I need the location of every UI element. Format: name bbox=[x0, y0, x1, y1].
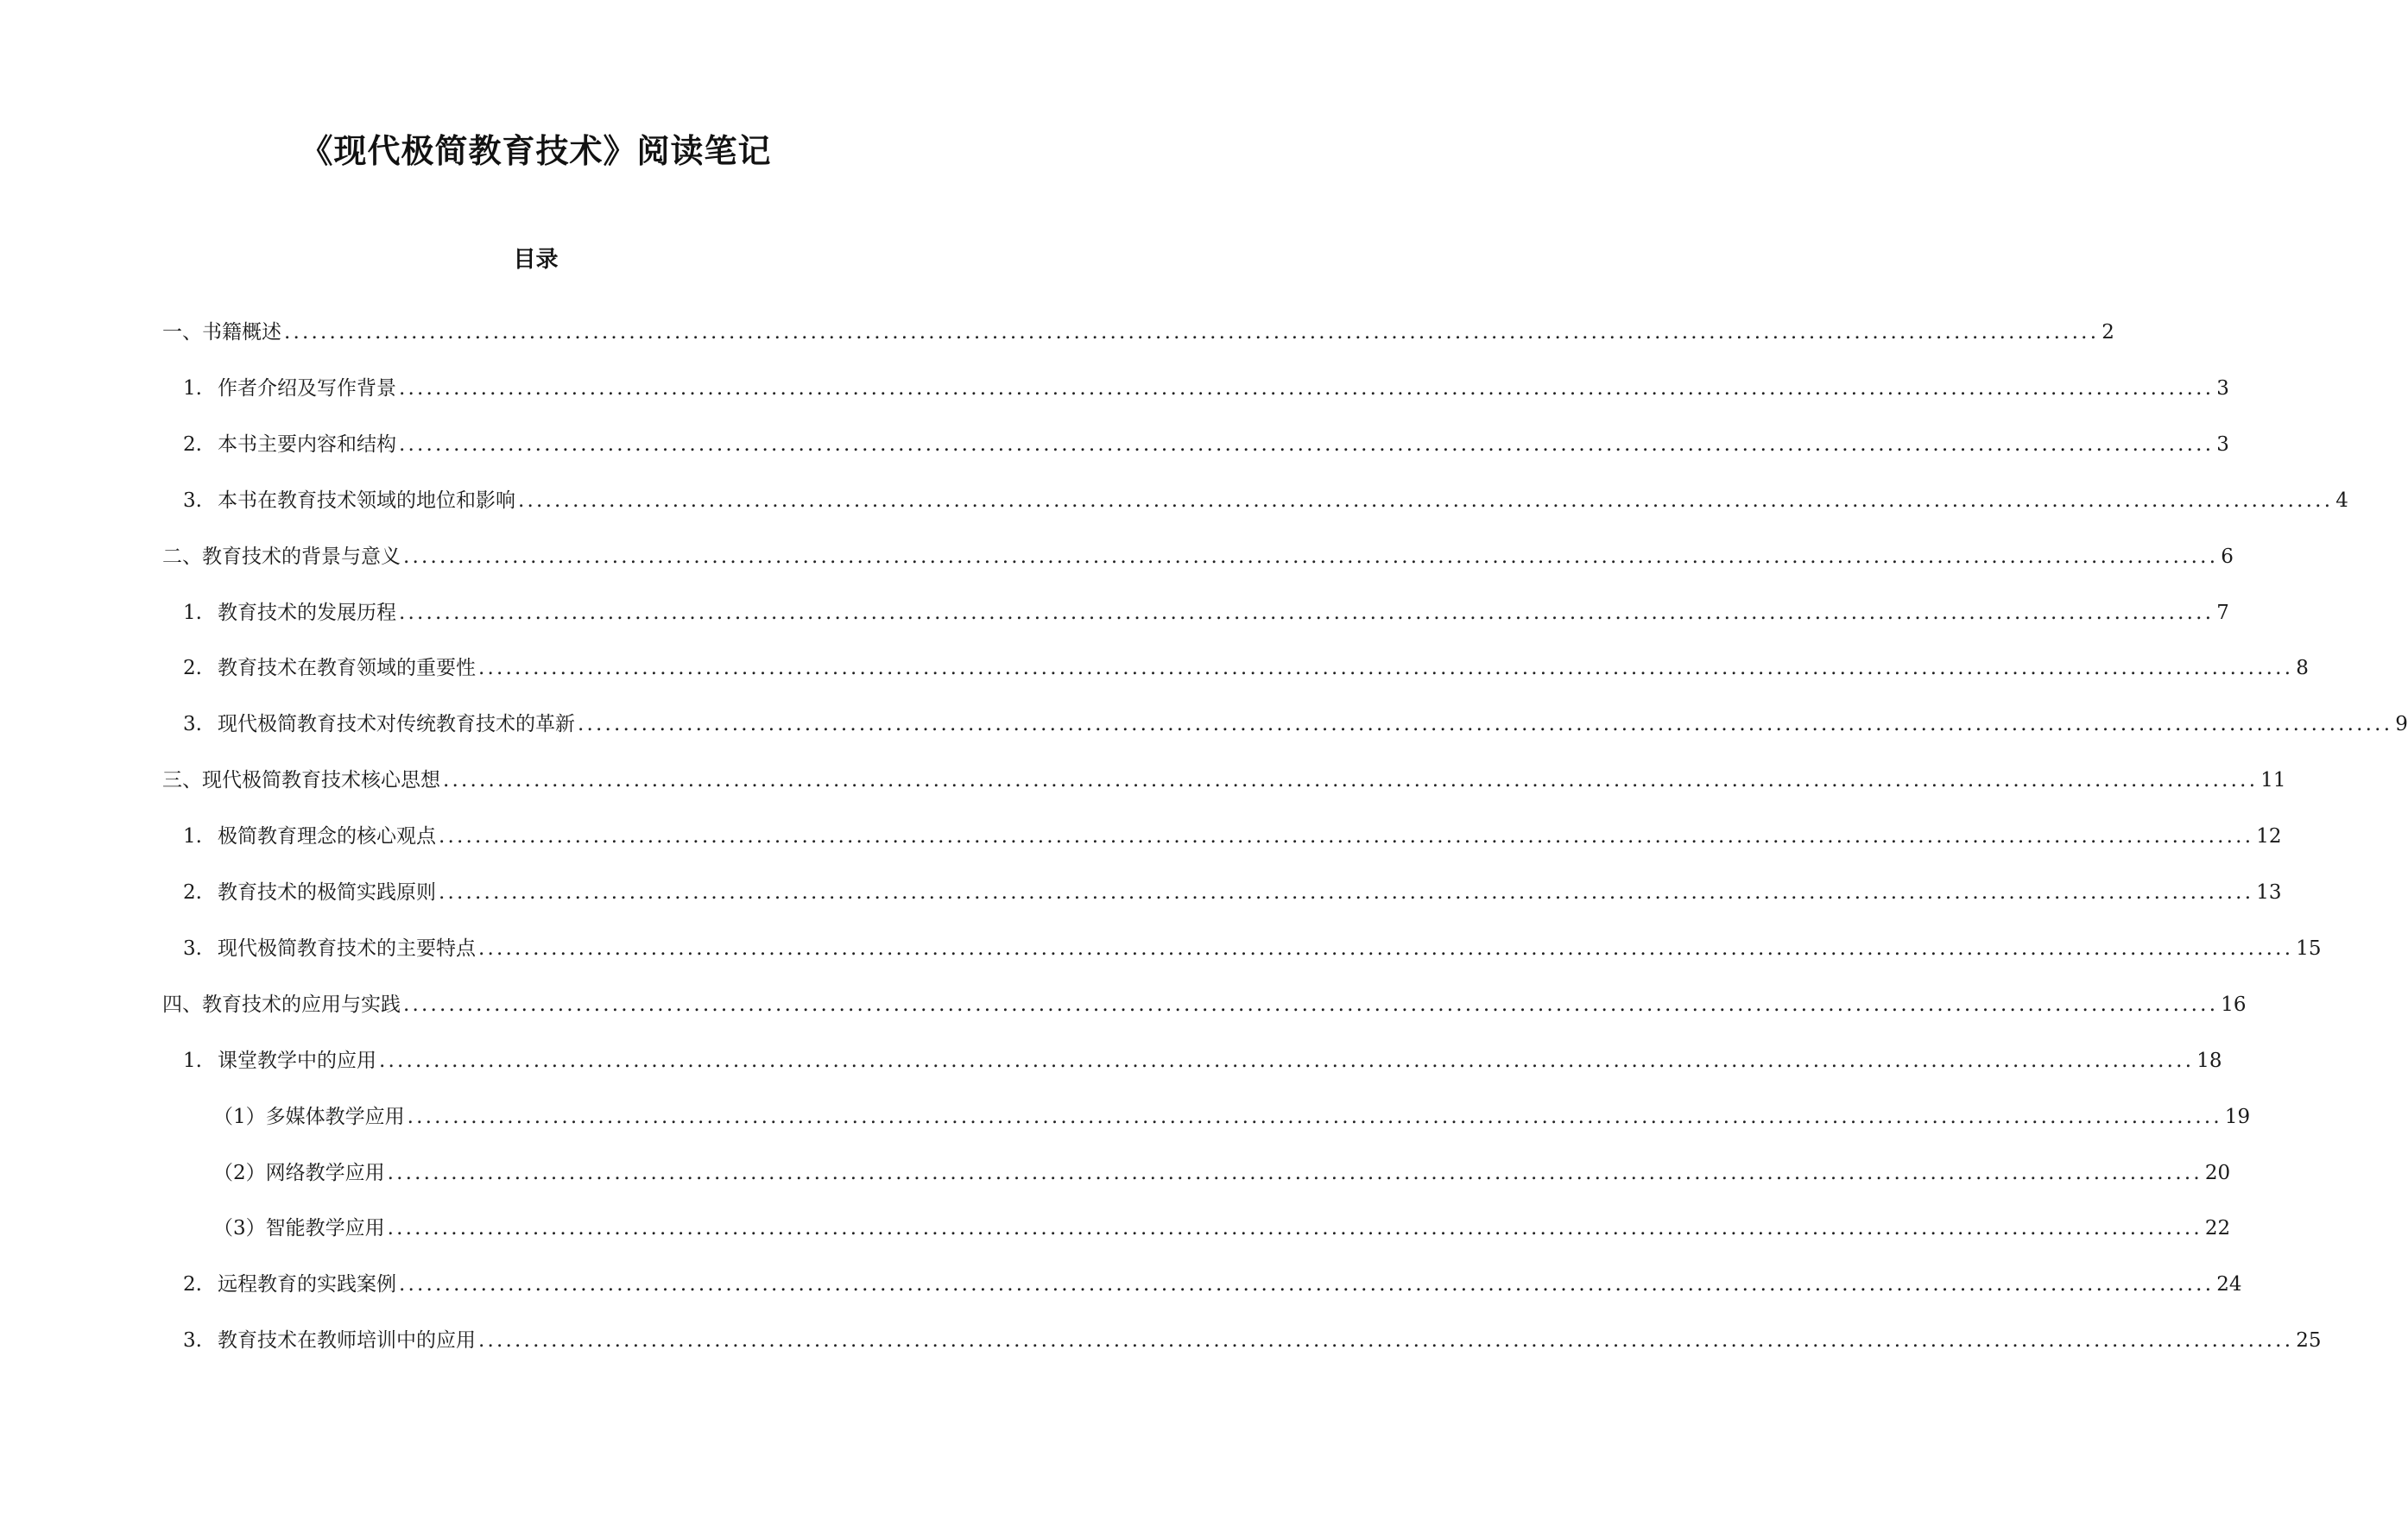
toc-dot-leader: ........................................................................................................................................................................................................ bbox=[284, 321, 2100, 344]
toc-entry[interactable] bbox=[183, 707, 2408, 741]
toc-entry-number: 1. bbox=[183, 825, 202, 848]
toc-page-number: 19 bbox=[2224, 1105, 2251, 1128]
toc-entry[interactable] bbox=[213, 1211, 2231, 1246]
toc-dot-leader: ........................................................................................................................................................................................................ bbox=[578, 713, 2393, 736]
toc-entry[interactable] bbox=[162, 315, 2114, 350]
toc-dot-leader: ........................................................................................................................................................................................................ bbox=[387, 1217, 2203, 1240]
toc-entry-title: 远程教育的实践案例 bbox=[218, 1273, 396, 1296]
toc-dot-leader: ........................................................................................................................................................................................................ bbox=[518, 489, 2334, 512]
toc-entry-number: 1. bbox=[183, 601, 202, 624]
toc-entry-title: 教育技术在教师培训中的应用 bbox=[218, 1329, 476, 1353]
toc-page-number: 18 bbox=[2196, 1049, 2222, 1072]
toc-page-number: 13 bbox=[2256, 881, 2282, 904]
toc-dot-leader: ........................................................................................................................................................................................................ bbox=[399, 1273, 2215, 1296]
toc-page-number: 24 bbox=[2216, 1273, 2242, 1296]
toc-page-number: 20 bbox=[2204, 1161, 2231, 1184]
toc-page-number: 6 bbox=[2221, 545, 2234, 568]
toc-entry-title: 本书主要内容和结构 bbox=[218, 432, 396, 456]
toc-page-number: 15 bbox=[2296, 937, 2322, 960]
toc-entry-number: 3. bbox=[183, 489, 202, 512]
toc-entry[interactable] bbox=[183, 427, 2229, 462]
toc-entry[interactable] bbox=[213, 1100, 2251, 1134]
toc-dot-leader: ........................................................................................................................................................................................................ bbox=[478, 937, 2294, 960]
toc-entry-title: 作者介绍及写作背景 bbox=[218, 376, 396, 400]
toc-entry[interactable] bbox=[183, 371, 2229, 406]
toc-entry-number: 1. bbox=[183, 376, 202, 400]
toc-dot-leader: ........................................................................................................................................................................................................ bbox=[387, 1161, 2203, 1184]
toc-entry[interactable] bbox=[213, 1156, 2231, 1190]
toc-dot-leader: ........................................................................................................................................................................................................ bbox=[403, 545, 2219, 568]
toc-entry-number: 2. bbox=[183, 1273, 202, 1296]
toc-page-number: 25 bbox=[2296, 1329, 2322, 1353]
toc-entry-number: 3. bbox=[183, 937, 202, 960]
toc-entry-title: （2）网络教学应用 bbox=[213, 1161, 385, 1184]
toc-page-number: 3 bbox=[2216, 376, 2229, 400]
toc-dot-leader: ........................................................................................................................................................................................................ bbox=[407, 1105, 2222, 1128]
toc-page-number: 7 bbox=[2216, 601, 2229, 624]
toc-entry-title: 教育技术的发展历程 bbox=[218, 601, 396, 624]
toc-dot-leader: ........................................................................................................................................................................................................ bbox=[478, 1329, 2294, 1353]
toc-dot-leader: ........................................................................................................................................................................................................ bbox=[403, 993, 2219, 1016]
toc-entry[interactable] bbox=[183, 651, 2309, 685]
toc-entry-title: 现代极简教育技术对传统教育技术的革新 bbox=[218, 713, 575, 736]
toc-heading: 目录 bbox=[513, 247, 559, 273]
toc-dot-leader: ........................................................................................................................................................................................................ bbox=[399, 432, 2215, 456]
toc-dot-leader: ........................................................................................................................................................................................................ bbox=[399, 376, 2215, 400]
toc-entry-title: 极简教育理念的核心观点 bbox=[218, 825, 436, 848]
toc-entry-number: 3. bbox=[183, 713, 202, 736]
toc-entry[interactable] bbox=[162, 539, 2234, 574]
toc-dot-leader: ........................................................................................................................................................................................................ bbox=[439, 881, 2254, 904]
toc-dot-leader: ........................................................................................................................................................................................................ bbox=[399, 601, 2215, 624]
toc-entry-title: （1）多媒体教学应用 bbox=[213, 1105, 405, 1128]
toc-page-number: 9 bbox=[2395, 713, 2408, 736]
toc-dot-leader: ........................................................................................................................................................................................................ bbox=[379, 1049, 2195, 1072]
toc-page-number: 8 bbox=[2296, 657, 2309, 680]
toc-entry-number: 3. bbox=[183, 1329, 202, 1353]
toc-entry-title: 现代极简教育技术的主要特点 bbox=[218, 937, 476, 960]
toc-entry[interactable] bbox=[183, 1323, 2322, 1358]
toc-entry[interactable] bbox=[183, 819, 2282, 854]
toc-entry[interactable] bbox=[183, 596, 2229, 630]
toc-entry-number: 2. bbox=[183, 657, 202, 680]
toc-entry-title: 教育技术的极简实践原则 bbox=[218, 881, 436, 904]
toc-entry-title: 教育技术在教育领域的重要性 bbox=[218, 657, 476, 680]
toc-entry-number: 2. bbox=[183, 432, 202, 456]
toc-page-number: 11 bbox=[2260, 769, 2286, 792]
toc-entry[interactable] bbox=[183, 1044, 2222, 1078]
toc-entry[interactable] bbox=[183, 1267, 2242, 1302]
toc-page-number: 3 bbox=[2216, 432, 2229, 456]
toc-dot-leader: ........................................................................................................................................................................................................ bbox=[439, 825, 2254, 848]
toc-entry-title: 二、教育技术的背景与意义 bbox=[162, 545, 401, 568]
toc-entry[interactable] bbox=[162, 763, 2286, 798]
toc-page-number: 2 bbox=[2101, 321, 2114, 344]
toc-dot-leader: ........................................................................................................................................................................................................ bbox=[443, 769, 2259, 792]
toc-entry[interactable] bbox=[183, 483, 2348, 518]
toc-entry-title: 三、现代极简教育技术核心思想 bbox=[162, 769, 440, 792]
toc-entry-title: 课堂教学中的应用 bbox=[218, 1049, 376, 1072]
toc-entry[interactable] bbox=[162, 987, 2247, 1022]
toc-page-number: 4 bbox=[2335, 489, 2348, 512]
toc-page-number: 22 bbox=[2204, 1217, 2231, 1240]
toc-entry-title: 四、教育技术的应用与实践 bbox=[162, 993, 401, 1016]
toc-entry-number: 2. bbox=[183, 881, 202, 904]
toc-page-number: 16 bbox=[2221, 993, 2247, 1016]
toc-dot-leader: ........................................................................................................................................................................................................ bbox=[478, 657, 2294, 680]
toc-entry[interactable] bbox=[183, 931, 2322, 966]
toc-entry[interactable] bbox=[183, 875, 2282, 910]
document-title: 《现代极简教育技术》阅读笔记 bbox=[300, 132, 772, 170]
toc-entry-title: 一、书籍概述 bbox=[162, 321, 281, 344]
toc-entry-title: （3）智能教学应用 bbox=[213, 1217, 385, 1240]
toc-entry-number: 1. bbox=[183, 1049, 202, 1072]
toc-entry-title: 本书在教育技术领域的地位和影响 bbox=[218, 489, 515, 512]
toc-page-number: 12 bbox=[2256, 825, 2282, 848]
